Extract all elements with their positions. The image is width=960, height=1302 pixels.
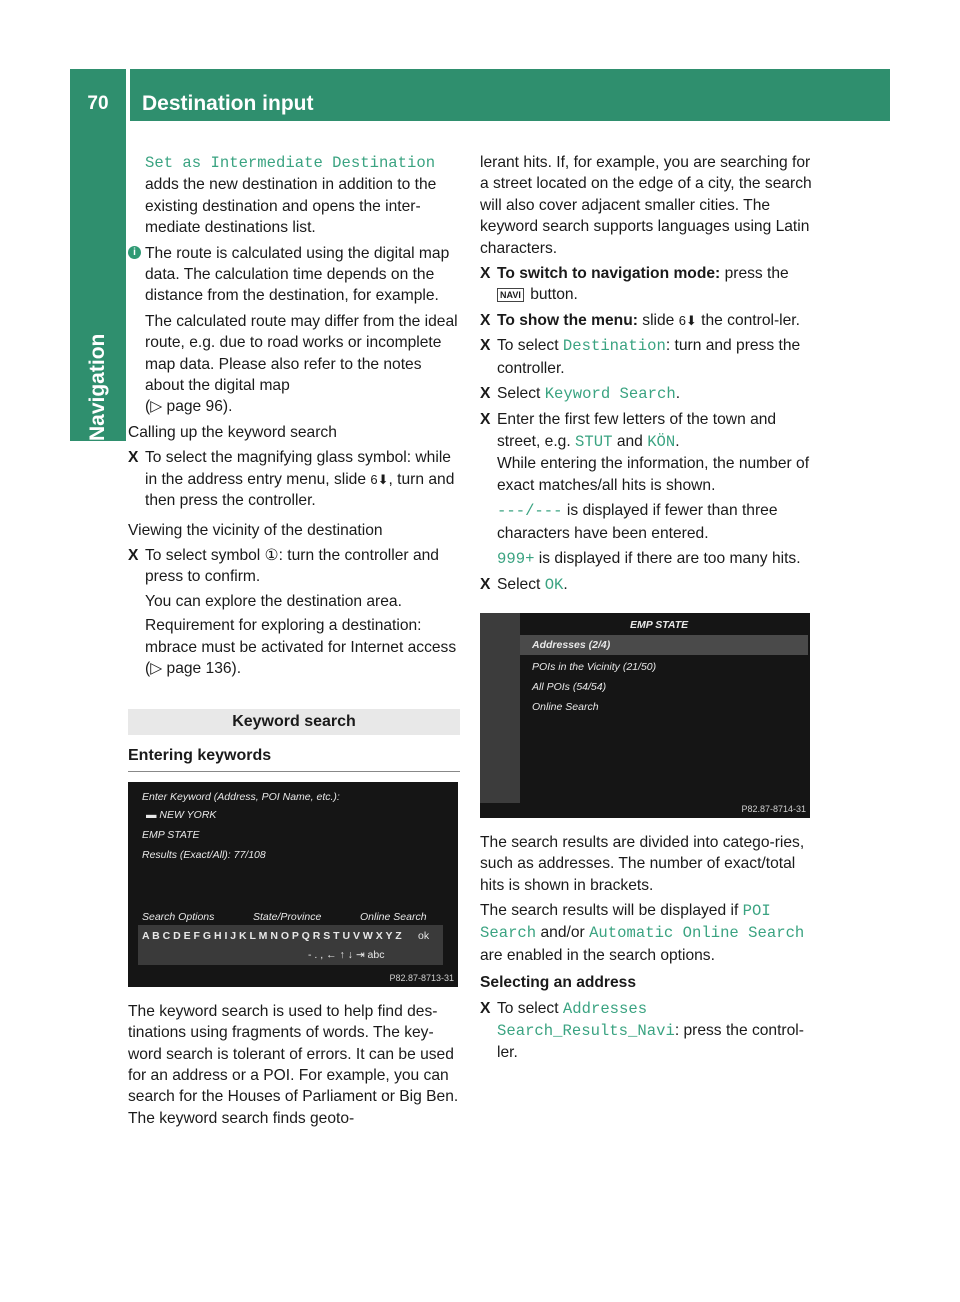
step-text: the control-ler. — [701, 311, 800, 329]
paragraph: The search results will be displayed if POI Search and/or Automatic Online Search are enabled in the search options. — [480, 901, 805, 964]
instruction-step — [128, 545, 460, 679]
screen-tab: State/Province — [253, 910, 322, 923]
punctuation: . — [563, 576, 568, 594]
step-marker: X — [480, 576, 491, 594]
step-text: To select the magnifying glass symbol: while in the address entry menu, slide — [145, 449, 451, 488]
paragraph: lerant hits. If, for example, you are searching for a street located on the edge of a city, the search will also cover adjacent smaller cities. The keyword search supports languages using Latin characters. — [480, 154, 812, 257]
step-title: To show the menu: — [497, 311, 638, 329]
controller-icon: 6⬇ — [678, 312, 697, 328]
step-marker: X — [480, 311, 491, 329]
screen-keys: A B C D E F G H I J K L M N O P Q R S T U V W X Y Z — [142, 929, 402, 942]
step-marker: X — [128, 449, 139, 467]
page-title: Destination input — [142, 92, 314, 115]
screen-sidebar — [480, 613, 520, 803]
menu-item-code: Addresses Search_Results_Navi — [497, 999, 675, 1040]
step-text: Select — [497, 576, 541, 594]
controller-icon: 6⬇ — [370, 471, 389, 487]
header-divider — [126, 69, 130, 121]
info-icon: i — [128, 246, 141, 259]
subheading: Selecting an address — [480, 974, 636, 992]
step-marker: X — [480, 411, 491, 429]
paragraph: The keyword search is used to help find des-tinations using fragments of words. The key-word search is tolerant of errors. It can be used for an address or a POI. For example, you can search for the Houses of Parliament or Big Ben. The keyword search finds geoto- — [128, 1002, 459, 1127]
navi-button-icon: NAVI — [497, 288, 524, 302]
left-column — [128, 152, 460, 1133]
instruction-step — [128, 447, 460, 511]
screen-row: Online Search — [532, 700, 599, 713]
display-code: ---/--- — [497, 502, 563, 521]
instruction-step — [480, 409, 812, 570]
info-text: The route is calculated using the digital map data. The calculation time depends on the distance from the destination, for example. — [145, 244, 450, 305]
instruction-step — [480, 335, 812, 379]
page-header — [70, 69, 890, 121]
example-code: KÖN — [647, 432, 676, 451]
step-text: slide — [642, 311, 675, 329]
section-heading-bar: Keyword search — [128, 709, 460, 735]
instruction-step — [480, 574, 812, 596]
step-text: Select — [497, 385, 541, 403]
instruction-step — [480, 998, 812, 1064]
screenshot-keyword-entry — [128, 782, 458, 987]
screen-row: Results (Exact/All): 77/108 — [142, 848, 266, 861]
section-tab — [70, 121, 126, 441]
paragraph-text: adds the new destination in addition to the existing destination and opens the inter-mediate destinations list. — [145, 176, 437, 237]
menu-item-code: Destination — [562, 337, 666, 356]
screen-prompt: Enter Keyword (Address, POI Name, etc.): — [142, 790, 340, 803]
option-code: Automatic Online Search — [589, 924, 805, 943]
step-text: , turn and then press the controller. — [145, 470, 455, 510]
step-text: : turn and press the controller. — [497, 337, 801, 377]
option-code: POI Search — [480, 901, 771, 943]
menu-item-code: OK — [544, 576, 564, 595]
step-text: To select — [497, 999, 559, 1017]
step-text: and — [616, 432, 643, 450]
step-text: press the — [724, 265, 789, 283]
instruction-step — [480, 310, 812, 331]
instruction-step — [480, 263, 812, 306]
screen-ok: ok — [418, 929, 430, 942]
subheading: Viewing the vicinity of the destination — [128, 521, 383, 539]
screen-row: ▬ NEW YORK — [146, 808, 217, 821]
step-text: button. — [530, 286, 578, 304]
screenshot-caption: P82.87-8714-31 — [741, 803, 806, 814]
right-column — [480, 152, 812, 1068]
step-text: To select — [497, 337, 559, 355]
screenshot-search-results — [480, 613, 810, 818]
subheading: Calling up the keyword search — [128, 423, 337, 441]
step-text: ---/--- is displayed if fewer than three characters have been entered. — [497, 502, 778, 542]
screen-row: Addresses (2/4) — [532, 638, 611, 651]
step-marker: X — [480, 999, 491, 1017]
menu-item-code: Keyword Search — [544, 385, 676, 404]
screen-tab: Online Search — [360, 910, 427, 923]
screen-keys: - . , ← ↑ ↓ ⇥ abc — [308, 948, 385, 961]
step-text: : press the control-ler. — [497, 1021, 804, 1062]
step-text: 999+ is displayed if there are too many hits. — [497, 549, 801, 568]
step-text: You can explore the destination area. — [145, 592, 402, 610]
screen-title: EMP STATE — [630, 618, 689, 631]
step-text: : turn the controller and press to confirm. — [145, 546, 439, 586]
screen-row: POIs in the Vicinity (21/50) — [532, 660, 657, 673]
step-title: To switch to navigation mode: — [497, 265, 721, 283]
info-text: The calculated route may differ from the ideal route, e.g. due to road works or incomplete map data. Please also refer to the notes about the digital map (▷ page 96). — [145, 312, 458, 416]
screenshot-caption: P82.87-8713-31 — [389, 972, 454, 983]
paragraph — [128, 152, 460, 239]
step-text: Requirement for exploring a destination: mbrace must be activated for Internet access (▷ page 136). — [145, 617, 457, 677]
step-marker: X — [480, 385, 491, 403]
subheading: Entering keywords — [128, 745, 460, 771]
instruction-step — [480, 383, 812, 405]
step-marker: X — [128, 546, 139, 564]
step-text: To select symbol — [145, 546, 261, 564]
page-reference: (▷ page 96). — [145, 398, 233, 416]
screen-row: EMP STATE — [142, 828, 200, 841]
info-note — [128, 243, 460, 418]
step-text: Enter the first few letters of the town and street, e.g. — [497, 411, 777, 450]
punctuation: . — [675, 385, 681, 403]
step-marker: X — [480, 337, 491, 355]
step-marker: X — [480, 265, 491, 283]
page-number: 70 — [87, 93, 109, 114]
menu-item-code: Set as Intermediate Destination — [145, 154, 436, 172]
section-tab-label: Navigation — [86, 333, 109, 441]
symbol-icon: ① — [264, 546, 279, 564]
step-text: While entering the information, the number of exact matches/all hits is shown. — [497, 455, 810, 494]
display-code: 999+ — [497, 549, 535, 568]
punctuation: . — [675, 432, 680, 450]
screen-row: All POIs (54/54) — [532, 680, 607, 693]
screen-tab: Search Options — [142, 910, 215, 923]
example-code: STUT — [575, 432, 613, 451]
paragraph: The search results are divided into catego-ries, such as addresses. The number of exact/total hits is shown in brackets. — [480, 833, 805, 894]
